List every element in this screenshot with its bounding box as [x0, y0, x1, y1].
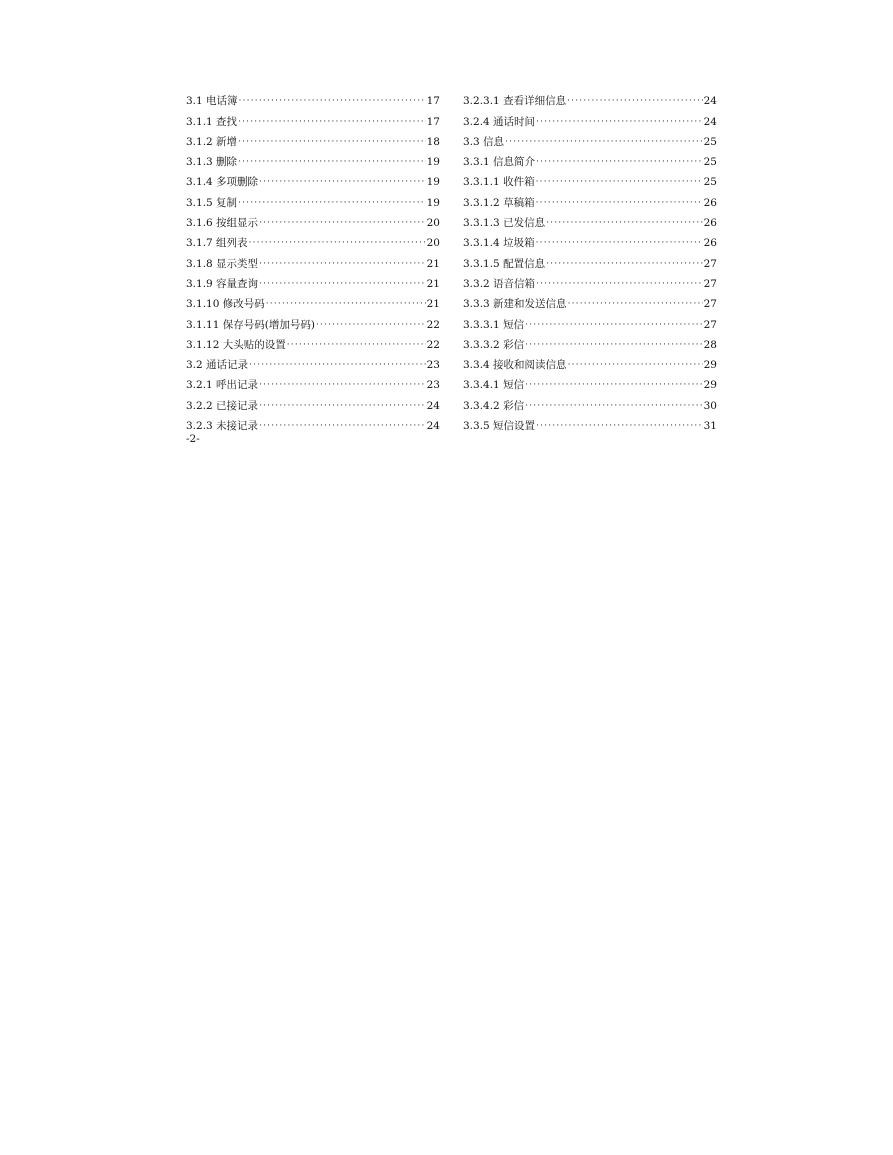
- toc-dot-leader: [546, 258, 703, 270]
- toc-entry-page: 27: [703, 298, 717, 311]
- toc-dot-leader: [536, 278, 703, 290]
- toc-dot-leader: [238, 156, 426, 168]
- toc-entry-title: 3.3.3 新建和发送信息: [463, 298, 567, 311]
- toc-entry-title: 3.1.4 多项删除: [186, 176, 259, 189]
- toc-entry-title: 3.2.4 通话时间: [463, 115, 536, 128]
- toc-dot-leader: [259, 400, 426, 412]
- toc-entry-page: 25: [703, 156, 717, 169]
- toc-dot-leader: [238, 116, 426, 128]
- toc-entry-title: 3.1.7 组列表: [186, 237, 248, 250]
- toc-entry-page: 21: [426, 257, 440, 270]
- toc-entry[interactable]: [186, 331, 440, 351]
- toc-entry-page: 24: [703, 115, 717, 128]
- toc-entry-title: 3.1 电话簿: [186, 95, 238, 108]
- toc-entry-title: 3.2 通话记录: [186, 359, 249, 372]
- toc-dot-leader: [536, 237, 703, 249]
- toc-entry-page: 21: [426, 277, 440, 290]
- toc-entry[interactable]: [463, 229, 717, 249]
- toc-entry-title: 3.3.1.5 配置信息: [463, 257, 546, 270]
- toc-dot-leader: [536, 176, 703, 188]
- toc-entry-page: 24: [426, 420, 440, 433]
- toc-dot-leader: [249, 359, 426, 371]
- toc-dot-leader: [259, 258, 426, 270]
- toc-entry-page: 23: [426, 359, 440, 372]
- toc-entry-page: 25: [703, 176, 717, 189]
- toc-entry-title: 3.2.1 呼出记录: [186, 379, 259, 392]
- toc-column-right: [463, 87, 717, 432]
- toc-entry-title: 3.3.2 语音信箱: [463, 277, 536, 290]
- toc-entry-page: 26: [703, 237, 717, 250]
- toc-dot-leader: [536, 420, 703, 432]
- toc-dot-leader: [259, 278, 426, 290]
- toc-entry[interactable]: [186, 209, 440, 229]
- toc-entry-title: 3.2.3.1 查看详细信息: [463, 95, 567, 108]
- toc-dot-leader: [568, 359, 703, 371]
- toc-dot-leader: [525, 379, 703, 391]
- toc-entry-page: 20: [426, 217, 440, 230]
- toc-entry-page: 27: [703, 257, 717, 270]
- toc-dot-leader: [536, 116, 703, 128]
- toc-entry[interactable]: [463, 87, 717, 107]
- toc-entry-page: 25: [703, 135, 717, 148]
- toc-entry-page: 24: [426, 399, 440, 412]
- toc-entry-page: 26: [703, 217, 717, 230]
- toc-entry-title: 3.3.1.2 草稿箱: [463, 196, 535, 209]
- toc-entry-title: 3.3.1.3 已发信息: [463, 217, 546, 230]
- toc-entry-title: 3.3.3.2 彩信: [463, 338, 525, 351]
- toc-entry[interactable]: [463, 128, 717, 148]
- toc-entry-title: 3.1.9 容量查询: [186, 277, 259, 290]
- toc-entry[interactable]: [463, 412, 717, 432]
- toc-entry-title: 3.3.1 信息简介: [463, 156, 536, 169]
- toc-entry-page: 19: [426, 196, 440, 209]
- toc-entry[interactable]: [463, 107, 717, 127]
- toc-entry-page: 19: [426, 176, 440, 189]
- toc-entry[interactable]: [463, 310, 717, 330]
- toc-entry-page: 26: [703, 196, 717, 209]
- toc-entry-title: 3.1.8 显示类型: [186, 257, 259, 270]
- toc-dot-leader: [567, 95, 703, 107]
- toc-entry-title: 3.3 信息: [463, 135, 505, 148]
- toc-dot-leader: [238, 197, 426, 209]
- toc-entry-title: 3.1.5 复制: [186, 196, 238, 209]
- toc-dot-leader: [525, 319, 703, 331]
- toc-dot-leader: [546, 217, 703, 229]
- toc-entry-title: 3.1.3 删除: [186, 156, 238, 169]
- toc-entry[interactable]: [186, 391, 440, 411]
- toc-entry[interactable]: [463, 188, 717, 208]
- toc-entry[interactable]: [186, 229, 440, 249]
- toc-entry[interactable]: [463, 148, 717, 168]
- toc-entry-page: 27: [703, 318, 717, 331]
- toc-entry-title: 3.3.4.2 彩信: [463, 399, 525, 412]
- toc-entry[interactable]: [463, 168, 717, 188]
- toc-entry-page: 23: [426, 379, 440, 392]
- toc-entry-page: 28: [703, 338, 717, 351]
- toc-entry[interactable]: [186, 168, 440, 188]
- toc-entry-title: 3.1.10 修改号码: [186, 298, 265, 311]
- toc-entry[interactable]: [463, 351, 717, 371]
- toc-entry-page: 29: [703, 379, 717, 392]
- toc-entry-title: 3.3.3.1 短信: [463, 318, 525, 331]
- toc-entry-page: 18: [426, 135, 440, 148]
- toc-dot-leader: [259, 176, 426, 188]
- toc-entry-page: 17: [426, 95, 440, 108]
- toc-entry-title: 3.3.5 短信设置: [463, 420, 536, 433]
- toc-entry[interactable]: [463, 290, 717, 310]
- toc-column-left: [186, 87, 440, 432]
- toc-dot-leader: [568, 298, 703, 310]
- toc-entry[interactable]: [463, 209, 717, 229]
- toc-entry-title: 3.3.4 接收和阅读信息: [463, 359, 567, 372]
- toc-entry-title: 3.1.11 保存号码(增加号码): [186, 318, 315, 331]
- toc-entry[interactable]: [186, 371, 440, 391]
- toc-entry[interactable]: [463, 371, 717, 391]
- toc-entry-title: 3.3.1.1 收件箱: [463, 176, 535, 189]
- toc-entry[interactable]: [186, 107, 440, 127]
- toc-entry-title: 3.1.1 查找: [186, 115, 238, 128]
- toc-entry[interactable]: [463, 249, 717, 269]
- toc-entry-title: 3.2.3 未接记录: [186, 420, 259, 433]
- page-number: -2-: [186, 433, 200, 445]
- toc-dot-leader: [287, 339, 426, 351]
- toc-dot-leader: [266, 298, 426, 310]
- toc-dot-leader: [259, 379, 426, 391]
- toc-entry[interactable]: [463, 270, 717, 290]
- toc-entry-title: 3.1.6 按组显示: [186, 217, 259, 230]
- toc-dot-leader: [505, 136, 703, 148]
- toc-entry-title: 3.2.2 已接记录: [186, 399, 259, 412]
- toc-entry-page: 24: [703, 95, 717, 108]
- toc-dot-leader: [525, 400, 703, 412]
- toc-entry-page: 29: [703, 359, 717, 372]
- toc-entry[interactable]: [186, 128, 440, 148]
- toc-dot-leader: [525, 339, 703, 351]
- toc-entry[interactable]: [186, 87, 440, 107]
- toc-entry[interactable]: [186, 412, 440, 432]
- toc-dot-leader: [536, 197, 703, 209]
- toc-entry-title: 3.1.2 新增: [186, 135, 238, 148]
- toc-entry-page: 22: [426, 338, 440, 351]
- toc-dot-leader: [259, 420, 426, 432]
- toc-dot-leader: [259, 217, 426, 229]
- toc-entry[interactable]: [186, 148, 440, 168]
- toc-entry[interactable]: [186, 290, 440, 310]
- toc-dot-leader: [316, 319, 426, 331]
- toc-entry-page: 19: [426, 156, 440, 169]
- toc-entry-page: 17: [426, 115, 440, 128]
- toc-entry-title: 3.1.12 大头贴的设置: [186, 338, 286, 351]
- toc-entry-page: 30: [703, 399, 717, 412]
- toc-entry[interactable]: [186, 310, 440, 330]
- toc-entry-title: 3.3.4.1 短信: [463, 379, 525, 392]
- toc-entry[interactable]: [186, 249, 440, 269]
- toc-dot-leader: [536, 156, 703, 168]
- toc-entry[interactable]: [186, 270, 440, 290]
- toc-entry-title: 3.3.1.4 垃圾箱: [463, 237, 535, 250]
- toc-entry-page: 27: [703, 277, 717, 290]
- toc-entry[interactable]: [186, 351, 440, 371]
- toc-dot-leader: [239, 95, 426, 107]
- toc-entry[interactable]: [463, 331, 717, 351]
- toc-dot-leader: [249, 237, 426, 249]
- toc-entry-page: 22: [426, 318, 440, 331]
- toc-entry-page: 31: [703, 420, 717, 433]
- toc-entry-page: 21: [426, 298, 440, 311]
- toc-entry-page: 20: [426, 237, 440, 250]
- toc-entry[interactable]: [463, 391, 717, 411]
- toc-entry[interactable]: [186, 188, 440, 208]
- toc-dot-leader: [238, 136, 426, 148]
